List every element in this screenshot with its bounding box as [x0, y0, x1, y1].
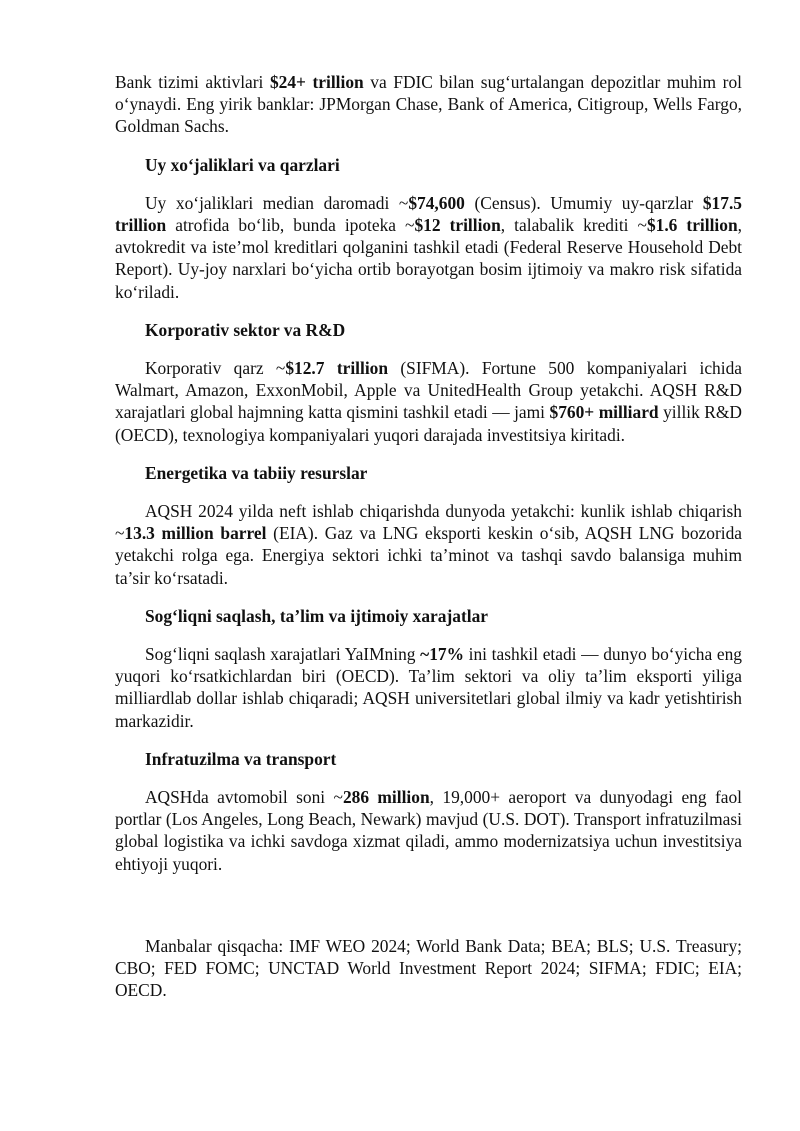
heading-health-education: Sog‘liqni saqlash, ta’lim va ijtimoiy xarajatlar [145, 605, 488, 626]
bold-figure: $24+ trillion [269, 72, 364, 92]
heading-corporate: Korporativ sektor va R&D [145, 319, 346, 340]
paragraph-infrastructure: AQSHda avtomobil soni ~286 million, 19,000+ aeroport va dunyodagi eng faol portlar (Los Angeles, Long Beach, Newark) mavjud (U.S. DOT). Transport infratuzilmasi global logistika va ichki savdoga xizmat qiladi, ammo modernizatsiya uchun investitsiya ehtiyoji yuqori. [115, 787, 743, 874]
heading-infrastructure: Infratuzilma va transport [145, 748, 337, 769]
heading-energy: Energetika va tabiiy resurslar [145, 462, 368, 483]
paragraph-households: Uy xo‘jaliklari median daromadi ~$74,600 (Census). Umumiy uy-qarzlar $17.5 trillion atrofida bo‘lib, bunda ipoteka ~$12 trillion, talabalik krediti ~$1.6 trillion, avtokredit va iste’mol kreditlari qolganini tashkil etadi (Federal Reserve Household Debt Report). Uy-joy narxlari bo‘yicha ortib borayotgan bosim ijtimoiy va makro risk sifatida ko‘riladi. [115, 192, 742, 302]
bold-figure: 13.3 million barrel [124, 523, 267, 544]
paragraph-health-education: Sog‘liqni saqlash xarajatlari YaIMning ~17% ini tashkil etadi — dunyo bo‘yicha eng yuqori ko‘rsatkichlardan biri (OECD). Ta’lim sektori va oliy ta’lim eksporti yiliga milliardlab dollar ishlab chiqaradi; AQSH universitetlari global ilmiy va kadr yetishtirish markazidir. [115, 644, 743, 731]
paragraph-corporate: Korporativ qarz ~$12.7 trillion (SIFMA). Fortune 500 kompaniyalari ichida Walmart, Amazon, ExxonMobil, Apple va UnitedHealth Group yetakchi. AQSH R&D xarajatlari global hajmning katta qismini tashkil etadi — jami $760+ milliard yillik R&D (OECD), texnologiya kompaniyalari yuqori darajada investitsiya kiritadi. [115, 358, 742, 445]
bold-figure: $74,600 [408, 192, 465, 213]
paragraph-energy: AQSH 2024 yilda neft ishlab chiqarishda dunyoda yetakchi: kunlik ishlab chiqarish ~13.3 million barrel (EIA). Gaz va LNG eksporti keskin o‘sib, AQSH LNG bozorida yetakchi rolga ega. Energiya sektori ichki ta’minot va tashqi savdo balansiga muhim ta’sir ko‘rsatadi. [115, 501, 742, 588]
heading-households: Uy xo‘jaliklari va qarzlari [145, 154, 340, 175]
bold-figure: $1.6 trillion [646, 215, 738, 236]
sources-paragraph: Manbalar qisqacha: IMF WEO 2024; World Bank Data; BEA; BLS; U.S. Treasury; CBO; FED FOMC; UNCTAD World Investment Report 2024; SIFMA; FDIC; EIA; OECD. [115, 935, 742, 1001]
bold-figure: $12 trillion [414, 215, 501, 236]
bold-figure: $12.7 trillion [285, 358, 389, 379]
bold-figure: 286 million [342, 787, 430, 808]
bold-figure: $760+ milliard [549, 402, 659, 423]
paragraph-banking: Bank tizimi aktivlari $24+ trillion va FDIC bilan sug‘urtalangan depozitlar muhim rol o‘ynaydi. Eng yirik banklar: JPMorgan Chase, Bank of America, Citigroup, Wells Fargo, Goldman Sachs. [115, 72, 742, 137]
document-page [115, 71, 742, 1002]
bold-figure: $17.5 trillion [115, 192, 742, 236]
bold-figure: ~17% [420, 644, 464, 665]
